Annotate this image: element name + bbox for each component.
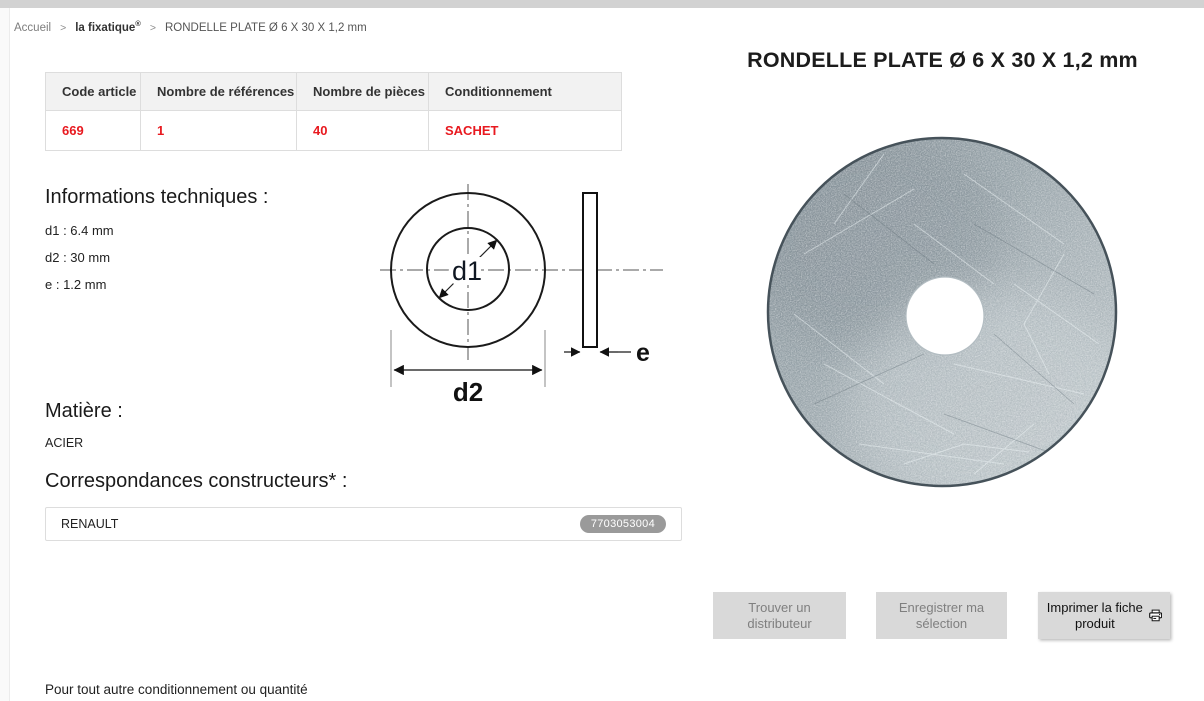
e-label: e	[636, 339, 650, 367]
d1-label: d1	[451, 256, 483, 286]
breadcrumb-brand-link[interactable]	[75, 19, 141, 34]
top-divider-bar	[0, 0, 1204, 8]
header-code-article: Code article	[46, 73, 141, 111]
left-gutter	[0, 8, 10, 701]
breadcrumb-separator: >	[149, 21, 156, 34]
tech-info-e: e : 1.2 mm	[45, 277, 107, 292]
header-nombre-pieces: Nombre de pièces	[297, 73, 429, 111]
value-code-article: 669	[46, 111, 141, 151]
value-nombre-references: 1	[141, 111, 297, 151]
manufacturer-name: RENAULT	[61, 517, 119, 531]
material-title: Matière :	[45, 400, 123, 422]
header-nombre-references: Nombre de références	[141, 73, 297, 111]
header-conditionnement: Conditionnement	[429, 73, 622, 111]
find-distributor-button[interactable]	[713, 592, 846, 639]
value-nombre-pieces: 40	[297, 111, 429, 151]
d2-label: d2	[452, 377, 484, 405]
printer-icon	[1149, 607, 1162, 624]
find-distributor-label: Trouver un distributeur	[747, 600, 812, 631]
material-value: ACIER	[45, 436, 84, 450]
breadcrumb-home-link[interactable]: Accueil	[14, 21, 52, 34]
tech-info-d2: d2 : 30 mm	[45, 250, 111, 265]
print-product-sheet-button[interactable]	[1038, 592, 1170, 639]
packaging-note: Pour tout autre conditionnement ou quantité	[45, 682, 308, 697]
print-product-sheet-label: Imprimer la fiche produit	[1046, 600, 1143, 631]
table-value-row	[46, 111, 622, 151]
registered-mark: ®	[135, 19, 141, 28]
breadcrumb-current: RONDELLE PLATE Ø 6 X 30 X 1,2 mm	[164, 21, 367, 34]
correspondence-row	[45, 507, 682, 541]
correspondences-title: Correspondances constructeurs* :	[45, 470, 348, 492]
tech-info-d1: d1 : 6.4 mm	[45, 223, 114, 238]
table-header-row	[46, 73, 622, 111]
breadcrumb-brand-label: la fixatique	[75, 21, 136, 34]
page-title: RONDELLE PLATE Ø 6 X 30 X 1,2 mm	[747, 48, 1138, 72]
breadcrumb	[14, 19, 367, 34]
product-info-table	[45, 72, 622, 151]
save-selection-label: Enregistrer ma sélection	[898, 600, 985, 631]
manufacturer-reference-badge: 7703053004	[580, 515, 666, 533]
washer-hole	[906, 277, 984, 355]
washer-technical-drawing	[378, 180, 665, 405]
breadcrumb-separator: >	[60, 21, 67, 34]
save-selection-button[interactable]	[876, 592, 1007, 639]
tech-info-title: Informations techniques :	[45, 186, 269, 208]
side-view-profile	[583, 193, 597, 347]
value-conditionnement: SACHET	[429, 111, 622, 151]
washer-product-photo	[764, 134, 1121, 491]
